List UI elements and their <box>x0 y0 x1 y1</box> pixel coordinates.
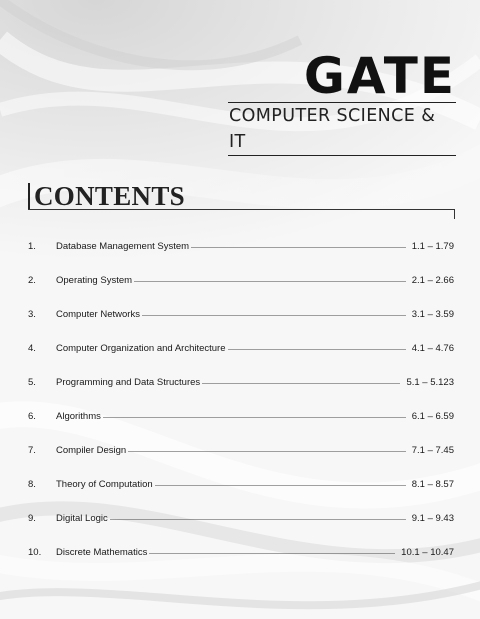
toc-dot-leader <box>191 246 406 249</box>
toc-entry-number: 1. <box>28 241 36 252</box>
toc-entry[interactable] <box>28 270 454 286</box>
toc-entry-pages: 6.1 – 6.59 <box>411 411 454 422</box>
toc-entry[interactable] <box>28 542 454 558</box>
toc-entry[interactable] <box>28 304 454 320</box>
toc-entry-title: Discrete Mathematics <box>56 547 148 558</box>
toc-entry[interactable] <box>28 372 454 388</box>
toc-entry-number: 4. <box>28 343 36 354</box>
contents-heading: CONTENTS <box>34 181 185 211</box>
toc-entry-pages: 2.1 – 2.66 <box>411 275 454 286</box>
toc-dot-leader <box>202 382 400 385</box>
toc-entry-pages: 8.1 – 8.57 <box>411 479 454 490</box>
toc-entry-number: 7. <box>28 445 36 456</box>
toc-dot-leader <box>142 314 406 317</box>
toc-dot-leader <box>128 450 406 453</box>
toc-dot-leader <box>103 416 406 419</box>
toc-entry-number: 5. <box>28 377 36 388</box>
brand-divider-bottom <box>228 155 456 156</box>
brand-subtitle: COMPUTER SCIENCE & IT <box>229 106 436 152</box>
toc-dot-leader <box>228 348 406 351</box>
toc-entry[interactable] <box>28 440 454 456</box>
toc-entry-pages: 3.1 – 3.59 <box>411 309 454 320</box>
toc-dot-leader <box>134 280 406 283</box>
toc-entry-title: Operating System <box>56 275 133 286</box>
toc-entry[interactable] <box>28 338 454 354</box>
toc-entry-number: 10. <box>28 547 42 558</box>
toc-entry-pages: 4.1 – 4.76 <box>411 343 454 354</box>
toc-entry-pages: 1.1 – 1.79 <box>411 241 454 252</box>
toc-entry-title: Computer Networks <box>56 309 140 320</box>
toc-entry-title: Programming and Data Structures <box>56 377 201 388</box>
toc-entry-title: Computer Organization and Architecture <box>56 343 226 354</box>
toc-entry-number: 3. <box>28 309 36 320</box>
toc-entry-number: 2. <box>28 275 36 286</box>
toc-entry-title: Theory of Computation <box>56 479 153 490</box>
toc-entry[interactable] <box>28 406 454 422</box>
toc-dot-leader <box>149 552 395 555</box>
toc-entry[interactable] <box>28 236 454 252</box>
toc-entry-pages: 10.1 – 10.47 <box>401 547 454 558</box>
toc-entry-number: 9. <box>28 513 36 524</box>
toc-entry-title: Algorithms <box>56 411 101 422</box>
toc-entry-title: Database Management System <box>56 241 190 252</box>
toc-entry-number: 6. <box>28 411 36 422</box>
toc-entry[interactable] <box>28 508 454 524</box>
contents-underline <box>28 209 455 210</box>
contents-heading-block <box>28 181 455 219</box>
contents-bar-left <box>28 183 30 210</box>
brand-title: GATE <box>303 47 456 105</box>
toc-dot-leader <box>155 484 406 487</box>
toc-entry-number: 8. <box>28 479 36 490</box>
toc-entry-pages: 9.1 – 9.43 <box>411 513 454 524</box>
contents-bar-right <box>454 209 456 219</box>
toc-entry-pages: 7.1 – 7.45 <box>411 445 454 456</box>
toc-entry[interactable] <box>28 474 454 490</box>
brand-block <box>228 47 456 156</box>
toc-entry-title: Digital Logic <box>56 513 108 524</box>
toc-entry-pages: 5.1 – 5.123 <box>406 377 454 388</box>
toc-dot-leader <box>110 518 406 521</box>
toc-entry-title: Compiler Design <box>56 445 127 456</box>
